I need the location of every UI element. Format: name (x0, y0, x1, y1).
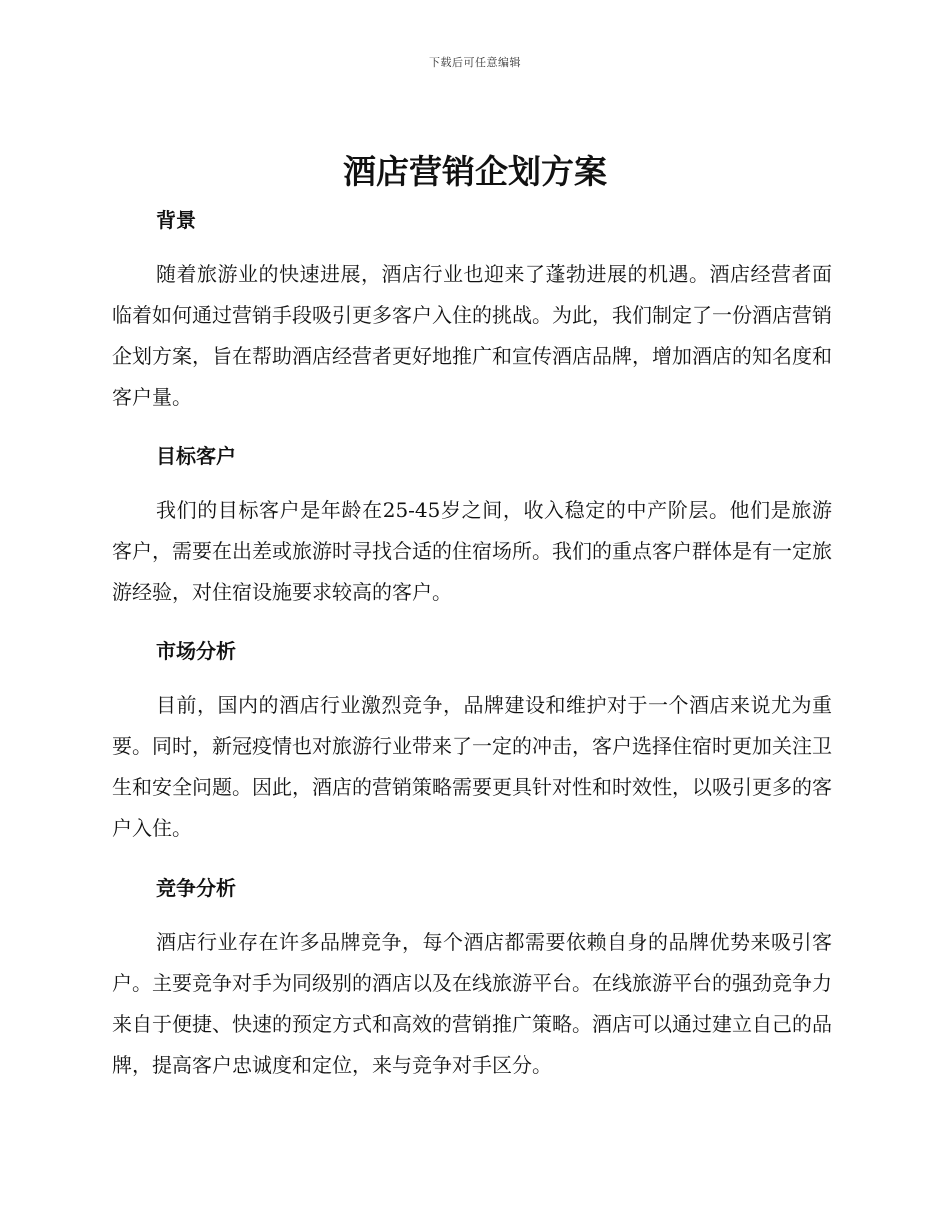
section-heading-target-customers: 目标客户 (156, 444, 236, 468)
section-body-market-analysis: 目前，国内的酒店行业激烈竞争，品牌建设和维护对于一个酒店来说尤为重要。同时，新冠疫情也对旅游行业带来了一定的冲击，客户选择住宿时更加关注卫生和安全问题。因此，酒店的营销策略需要更具针对性和时效性，以吸引更多的客户入住。 (112, 693, 832, 840)
section-heading-market-analysis: 市场分析 (156, 639, 236, 663)
section-heading-background: 背景 (156, 208, 196, 232)
section-body-target-customers: 我们的目标客户是年龄在25-45岁之间，收入稳定的中产阶层。他们是旅游客户，需要在出差或旅游时寻找合适的住宿场所。我们的重点客户群体是有一定旅游经验，对住宿设施要求较高的客户。 (112, 498, 832, 604)
section-body-background: 随着旅游业的快速进展，酒店行业也迎来了蓬勃进展的机遇。酒店经营者面临着如何通过营销手段吸引更多客户入住的挑战。为此，我们制定了一份酒店营销企划方案，旨在帮助酒店经营者更好地推广和宣传酒店品牌，增加酒店的知名度和客户量。 (112, 262, 832, 409)
page-title: 酒店营销企划方案 (343, 152, 607, 191)
section-body-competition-analysis: 酒店行业存在许多品牌竞争，每个酒店都需要依赖自身的品牌优势来吸引客户。主要竞争对手为同级别的酒店以及在线旅游平台。在线旅游平台的强劲竞争力来自于便捷、快速的预定方式和高效的营销推广策略。酒店可以通过建立自己的品牌，提高客户忠诚度和定位，来与竞争对手区分。 (112, 930, 832, 1077)
header-note: 下载后可任意编辑 (429, 56, 521, 69)
section-heading-competition-analysis: 竞争分析 (156, 876, 236, 900)
